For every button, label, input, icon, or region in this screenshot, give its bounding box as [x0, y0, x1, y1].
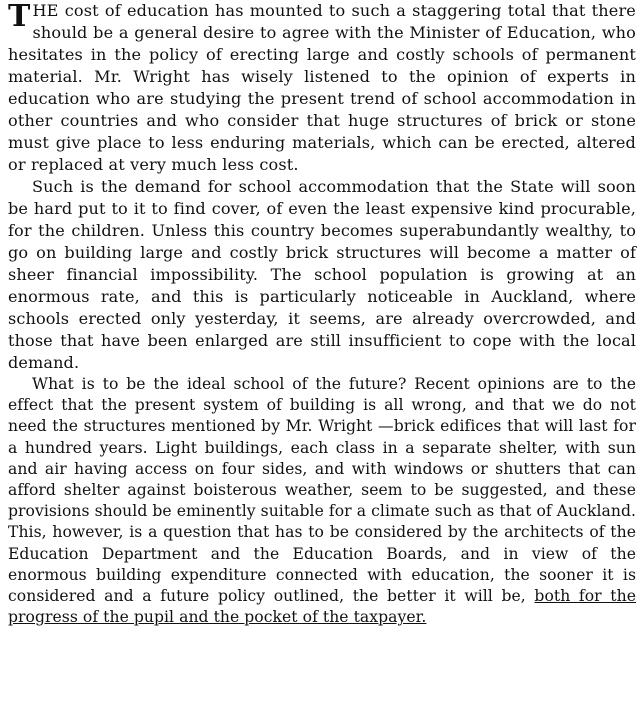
paragraph-3 — [8, 374, 636, 628]
paragraph-3-text: What is to be the ideal school of the future? Recent opinions are to the effect that the present system of building is all wrong, and that we do not need the structures mentioned by Mr. Wright —brick edifices that will last for a hundred years. Light buildings, each class in a separate shelter, with sun and air having access on four sides, and with windows or shutters that can afford shelter against boisterous weather, seem to be suggested, and these provisions should be eminently suitable for a climate such as that of Auckland. This, however, is a question that has to be considered by the architects of the Education Department and the Education Boards, and in view of the enormous building expenditure connected with education, the sooner it is considered and a future policy outlined, the better it will be, — [8, 375, 636, 606]
paragraph-3-underlined-tail: both for the progress of the pupil and the pocket of the taxpayer. — [8, 587, 636, 627]
paragraph-2: Such is the demand for school accommodation that the State will soon be hard put to it to find cover, of even the least expensive kind procurable, for the children. Unless this country becomes superabundantly wealthy, to go on building large and costly brick structures will become a matter of sheer financial impossibility. The school population is growing at an enormous rate, and this is particularly noticeable in Auckland, where schools erected only yesterday, it seems, are already overcrowded, and those that have been enlarged are still insufficient to cope with the local demand. — [8, 177, 636, 372]
paragraph-1: THE cost of education has mounted to such a staggering total that there should be a general desire to agree with the Minister of Education, who hesitates in the policy of erecting large and costly schools of permanent material. Mr. Wright has wisely listened to the opinion of experts in education who are studying the present trend of school accommodation in other countries and who consider that huge structures of brick or stone must give place to less enduring materials, which can be erected, altered or replaced at very much less cost. — [8, 0, 636, 174]
article-body — [8, 0, 636, 628]
